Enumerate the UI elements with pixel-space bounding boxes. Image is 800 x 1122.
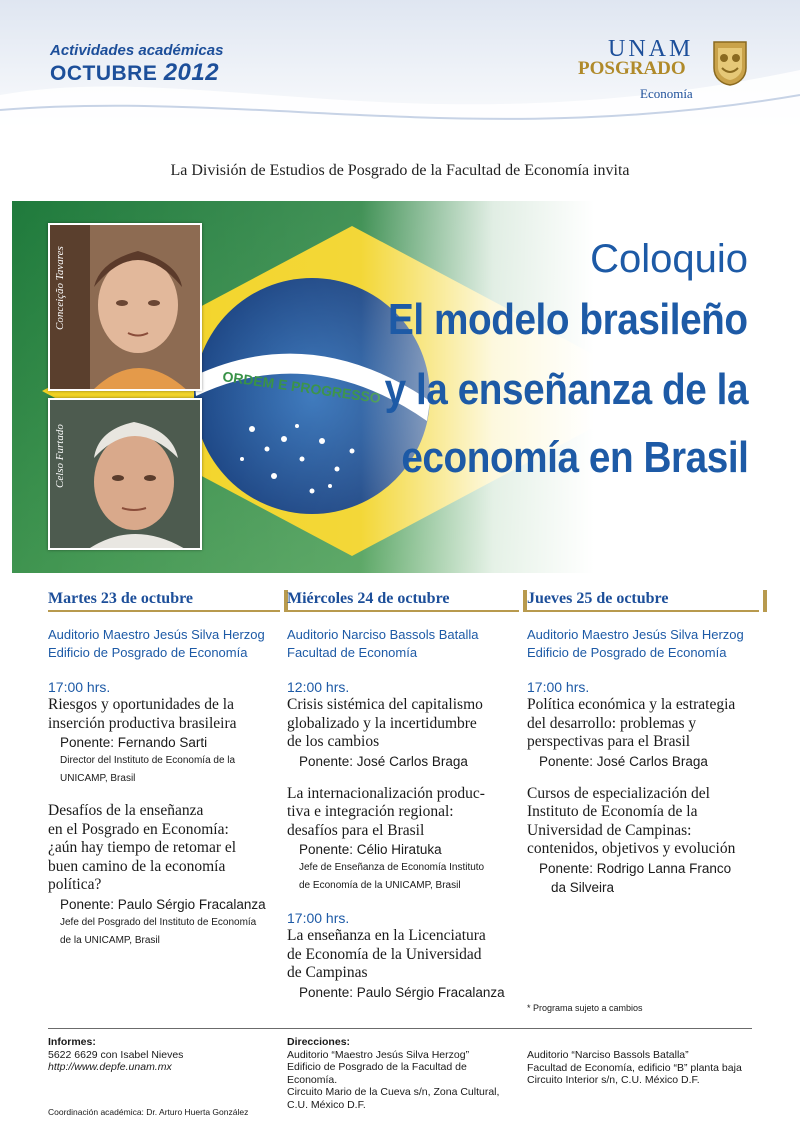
session-title (48, 802, 280, 895)
venue-line: Auditorio Maestro Jesús Silva Herzog (48, 627, 265, 642)
title-line: ¿aún hay tiempo de retomar el (48, 839, 237, 856)
speaker-affiliation (287, 859, 519, 895)
session-speaker: Ponente: Paulo Sérgio Fracalanza (60, 896, 266, 912)
day-label: Miércoles 24 de octubre (287, 590, 450, 607)
venue (48, 626, 280, 662)
address-line: Edificio de Posgrado de la Facultad de Economía. (287, 1061, 467, 1086)
day-heading (287, 590, 519, 612)
venue-line: Auditorio Maestro Jesús Silva Herzog (527, 627, 744, 642)
banner (12, 201, 788, 573)
title-line: Universidad de Campinas: (527, 821, 692, 839)
address-line: Circuito Interior s/n, C.U. México D.F. (527, 1074, 700, 1086)
venue (287, 626, 519, 662)
footer-divider (48, 1028, 752, 1029)
event-type-heading: Coloquio (590, 237, 748, 281)
portrait-caption-2: Celso Furtado (54, 424, 66, 488)
address-line: C.U. México D.F. (287, 1098, 366, 1111)
venue-line: Edificio de Posgrado de Economía (527, 645, 727, 660)
portrait-man-image (50, 400, 202, 550)
affiliation-line: de Economía de la UNICAMP, Brasil (299, 880, 461, 891)
venue (527, 626, 759, 662)
title-line: buen camino de la economía (48, 857, 226, 875)
address-line: Circuito Mario de la Cueva s/n, Zona Cultural, (287, 1086, 500, 1098)
address-line: Facultad de Economía, edificio “B” planta baja (527, 1061, 742, 1074)
affiliation-line: Jefe de Enseñanza de Economía Instituto (299, 862, 485, 873)
title-line: Riesgos y oportunidades de la (48, 696, 234, 713)
logo-posgrado-text: POSGRADO (578, 58, 686, 79)
footer-address-2 (527, 1049, 757, 1087)
year-text: 2012 (163, 59, 220, 86)
session-time: 17:00 hrs. (48, 679, 111, 695)
affiliation-line: Director del Instituto de Economía de la (60, 755, 236, 766)
unam-seal-icon (710, 40, 750, 86)
activities-heading: Actividades académicas (50, 42, 224, 59)
program-day-3 (527, 590, 759, 897)
session-speaker-continued: da Silveira (551, 879, 615, 895)
venue-line: Facultad de Economía (287, 645, 418, 660)
program-day-1 (48, 590, 280, 950)
invitation-text: La División de Estudios de Posgrado de la Facultad de Economía invita (170, 162, 630, 179)
title-line: política? (48, 876, 102, 893)
session-title (287, 696, 519, 752)
title-line: Cursos de especialización del (527, 784, 710, 802)
portrait-celso-furtado (48, 398, 202, 550)
day-heading-bar (763, 590, 767, 612)
session-title (48, 696, 280, 733)
event-title-line-1: El modelo brasileño (388, 295, 748, 344)
title-line: del desarrollo: problemas y (527, 714, 697, 732)
affiliation-line: de la UNICAMP, Brasil (60, 934, 160, 946)
portrait-woman-image (50, 225, 202, 391)
session-time: 17:00 hrs. (527, 679, 590, 695)
event-title-line-2: y la enseñanza de la (384, 365, 748, 414)
title-line: en el Posgrado en Economía: (48, 820, 229, 838)
title-line: perspectivas para el Brasil (527, 733, 691, 750)
title-line: Política económica y la estrategia (527, 696, 736, 713)
session-title (287, 785, 519, 841)
portrait-caption-1: Conceição Tavares (54, 246, 66, 330)
month-text: OCTUBRE (50, 62, 158, 85)
affiliation-line: UNICAMP, Brasil (60, 773, 136, 784)
affiliation-line: Jefe del Posgrado del Instituto de Economía (60, 916, 257, 928)
session-speaker: Ponente: Paulo Sérgio Fracalanza (299, 984, 505, 1000)
program-day-2 (287, 590, 519, 1002)
day-heading (48, 590, 280, 612)
title-line: contenidos, objetivos y evolución (527, 840, 736, 857)
month-heading (50, 59, 219, 87)
portrait-conceicao-tavares (48, 223, 202, 391)
title-line: Crisis sistémica del capitalismo (287, 696, 483, 713)
title-line: de los cambios (287, 733, 380, 750)
speaker-affiliation (48, 914, 280, 950)
logo-unam-text: UNAM (608, 36, 694, 62)
venue-line: Auditorio Narciso Bassols Batalla (287, 627, 479, 642)
day-label: Martes 23 de octubre (48, 590, 193, 607)
title-line: Instituto de Economía de la (527, 803, 698, 820)
session-time: 12:00 hrs. (287, 679, 350, 695)
title-line: globalizado y la incertidumbre (287, 714, 477, 732)
session-speaker: Ponente: José Carlos Braga (539, 753, 708, 769)
program-note: * Programa sujeto a cambios (527, 1003, 643, 1013)
session-speaker: Ponente: Célio Hiratuka (299, 842, 442, 857)
address-line: Auditorio “Maestro Jesús Silva Herzog” (287, 1048, 470, 1061)
addresses-label: Direcciones: (287, 1036, 351, 1048)
footer-info (48, 1036, 268, 1074)
title-line: desafíos para el Brasil (287, 821, 425, 839)
footer-addresses (287, 1036, 517, 1111)
session-time: 17:00 hrs. (287, 910, 350, 926)
title-line: La internacionalización produc- (287, 784, 485, 802)
event-title-line-3: economía en Brasil (400, 433, 748, 482)
session-title (527, 785, 759, 859)
unam-posgrado-logo (578, 36, 758, 106)
session-speaker: Ponente: Fernando Sarti (60, 735, 208, 750)
session-speaker: Ponente: José Carlos Braga (299, 753, 468, 769)
address-line: Auditorio “Narciso Bassols Batalla” (527, 1049, 689, 1061)
venue-line: Edificio de Posgrado de Economía (48, 645, 248, 660)
session-title (287, 927, 519, 983)
info-url-link[interactable]: http://www.depfe.unam.mx (48, 1061, 172, 1073)
title-line: inserción productiva brasileira (48, 714, 237, 732)
title-line: de Economía de la Universidad (287, 945, 482, 963)
session-speaker: Ponente: Rodrigo Lanna Franco (539, 860, 732, 876)
speaker-affiliation (48, 752, 280, 788)
info-label: Informes: (48, 1036, 96, 1048)
title-line: de Campinas (287, 964, 368, 981)
title-line: tiva e integración regional: (287, 803, 454, 820)
logo-economia-text: Economía (640, 86, 693, 101)
day-label: Jueves 25 de octubre (527, 590, 669, 607)
academic-coordination: Coordinación académica: Dr. Arturo Huerta González (48, 1107, 249, 1117)
info-phone: 5622 6629 con Isabel Nieves (48, 1048, 184, 1061)
title-line: La enseñanza en la Licenciatura (287, 927, 486, 944)
session-title (527, 696, 759, 752)
title-line: Desafíos de la enseñanza (48, 802, 204, 819)
day-heading (527, 590, 759, 612)
